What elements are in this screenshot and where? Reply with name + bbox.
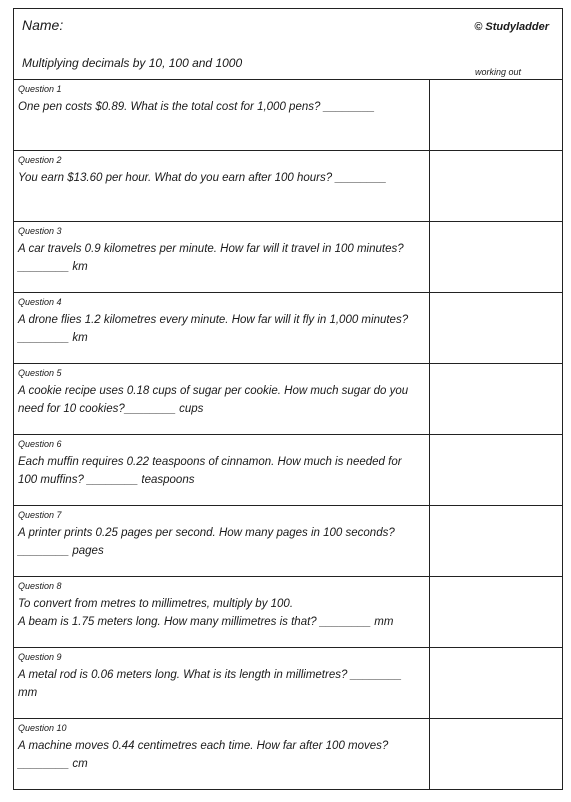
question-number: Question 10 [18,723,67,733]
question-body: A beam is 1.75 meters long. How many millimetres is that? ________ mm [18,616,394,628]
question-text: One pen costs $0.89. What is the total cost for 1,000 pens? ________ [18,101,375,113]
question-row [14,577,562,648]
question-text: Each muffin requires 0.22 teaspoons of cinnamon. How much is needed for 100 muffins? ________ teaspoons [18,456,402,486]
question-text: A printer prints 0.25 pages per second. How many pages in 100 seconds?________ pages [18,527,395,557]
question-text [18,595,423,631]
question-text: A machine moves 0.44 centimetres each time. How far after 100 moves? ________ cm [18,740,389,770]
question-number: Question 6 [18,439,62,449]
question-cell [14,577,430,647]
question-cell [14,151,430,221]
question-text: A metal rod is 0.06 meters long. What is its length in millimetres? ________ mm [18,669,402,699]
working-out-box[interactable] [431,506,562,576]
question-text: You earn $13.60 per hour. What do you earn after 100 hours? ________ [18,172,387,184]
working-out-box[interactable] [431,719,562,790]
question-text: A cookie recipe uses 0.18 cups of sugar per cookie. How much sugar do you need for 10 cookies?________ cups [18,385,409,415]
question-row [14,222,562,293]
working-out-label: working out [475,67,522,77]
question-number: Question 2 [18,155,62,165]
question-row [14,293,562,364]
question-row [14,719,562,790]
question-cell [14,435,430,505]
working-out-box[interactable] [431,435,562,505]
question-number: Question 4 [18,297,62,307]
question-number: Question 1 [18,84,62,94]
working-out-box[interactable] [431,293,562,363]
question-text: A car travels 0.9 kilometres per minute. How far will it travel in 100 minutes?________ km [18,243,404,273]
worksheet-title: Multiplying decimals by 10, 100 and 1000 [22,56,243,70]
question-row [14,648,562,719]
question-row [14,364,562,435]
question-number: Question 3 [18,226,62,236]
question-row [14,435,562,506]
question-cell [14,222,430,292]
question-text: A drone flies 1.2 kilometres every minute. How far will it fly in 1,000 minutes? ________ km [18,314,409,344]
worksheet-header [14,9,562,80]
working-out-box[interactable] [431,151,562,221]
question-row [14,80,562,151]
question-cell [14,719,430,790]
working-out-box[interactable] [431,648,562,718]
question-row [14,151,562,222]
working-out-box[interactable] [431,364,562,434]
working-out-box[interactable] [431,80,562,150]
question-cell [14,293,430,363]
name-label: Name: [22,17,64,33]
question-number: Question 9 [18,652,62,662]
question-cell [14,648,430,718]
question-row [14,506,562,577]
question-list [14,80,562,790]
working-out-box[interactable] [431,577,562,647]
question-hint: To convert from metres to millimetres, multiply by 100. [18,598,294,610]
question-number: Question 5 [18,368,62,378]
question-number: Question 7 [18,510,62,520]
question-number: Question 8 [18,581,62,591]
worksheet [13,8,563,790]
brand-logo: © Studyladder [474,21,549,33]
question-cell [14,364,430,434]
working-out-box[interactable] [431,222,562,292]
question-cell [14,506,430,576]
question-cell [14,80,430,150]
